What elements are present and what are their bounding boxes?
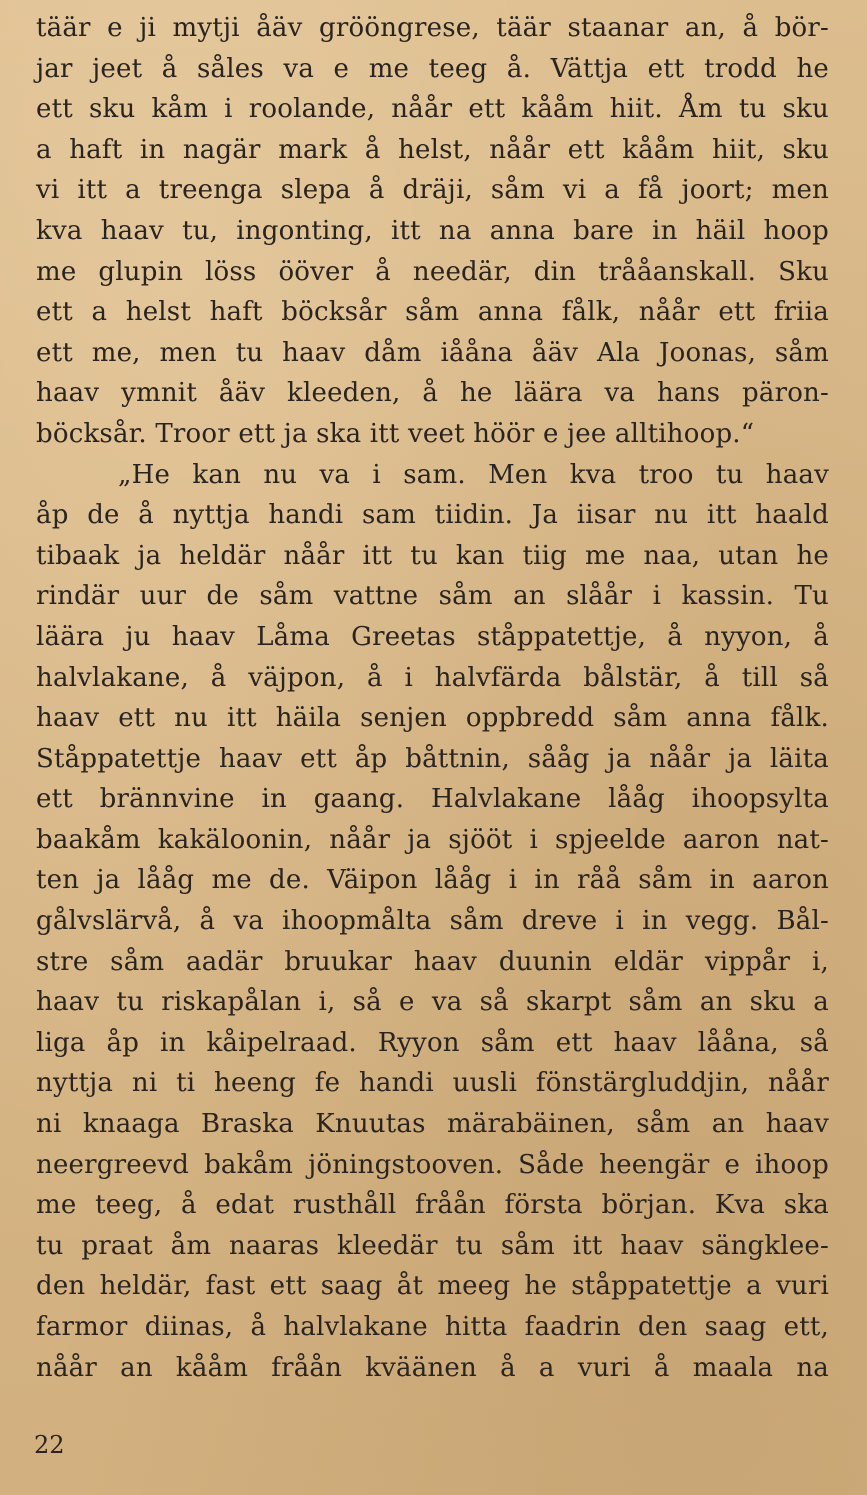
text-line: rindär uur de såm vattne såm an slåår i kassin. Tu [36,581,829,612]
text-line: vi itt a treenga slepa å dräji, såm vi a få joort; men [36,175,829,206]
text-line: den heldär, fast ett saag åt meeg he ståppatettje a vuri [36,1271,829,1302]
text-line: ett sku kåm i roolande, nåår ett kååm hiit. Åm tu sku [36,94,829,125]
text-line: haav ett nu itt häila senjen oppbredd såm anna fålk. [36,703,829,734]
text-line: baakåm kakäloonin, nåår ja sjööt i spjeelde aaron nat- [36,824,829,855]
text-line: neergreevd bakåm jöningstooven. Såde heengär e ihoop [36,1149,829,1180]
text-line: täär e ji mytji åäv grööngrese, täär staanar an, å bör- [36,13,829,43]
text-line: Ståppatettje haav ett åp båttnin, sååg ja nåår ja läita [36,743,829,774]
text-line: gålvslärvå, å va ihoopmålta såm dreve i in vegg. Bål- [36,906,829,937]
text-line: halvlakane, å väjpon, å i halvfärda bålstär, å till så [36,662,829,693]
text-line: ett a helst haft böcksår såm anna fålk, nåår ett friia [36,297,829,328]
text-line: stre såm aadär bruukar haav duunin eldär vippår i, [36,946,829,977]
text-line: liga åp in kåipelraad. Ryyon såm ett haav lååna, så [36,1027,829,1058]
text-line: åp de å nyttja handi sam tiidin. Ja iisar nu itt haald [36,500,829,531]
text-line: böcksår. Troor ett ja ska itt veet höör e jee alltihoop.“ [36,418,755,449]
text-line: me glupin löss ööver å needär, din trååanskall. Sku [36,256,829,287]
text-line: nåår an kååm fråån kväänen å a vuri å maala na [36,1352,829,1383]
text-line: „He kan nu va i sam. Men kva troo tu haav [118,459,829,490]
text-line: a haft in nagär mark å helst, nåår ett kååm hiit, sku [36,134,829,165]
text-line: tibaak ja heldär nåår itt tu kan tiig me naa, utan he [36,540,829,571]
page-number: 22 [34,1431,65,1459]
text-line: kva haav tu, ingonting, itt na anna bare in häil hoop [36,215,829,246]
body-text [36,8,829,1388]
text-line: nyttja ni ti heeng fe handi uusli fönstärgluddjin, nåår [36,1068,829,1099]
text-line: ten ja lååg me de. Väipon lååg i in råå såm in aaron [36,865,829,896]
text-line: me teeg, å edat rusthåll fråån första början. Kva ska [36,1190,829,1221]
text-line: tu praat åm naaras kleedär tu såm itt haav sängklee- [36,1230,829,1261]
text-line: haav tu riskapålan i, så e va så skarpt såm an sku a [36,987,829,1018]
text-line: läära ju haav Låma Greetas ståppatettje, å nyyon, å [36,621,829,652]
text-line: ni knaaga Braska Knuutas märabäinen, såm an haav [36,1109,829,1140]
text-line: jar jeet å såles va e me teeg å. Vättja ett trodd he [36,53,829,84]
text-line: haav ymnit åäv kleeden, å he läära va hans päron- [36,378,829,409]
text-line: farmor diinas, å halvlakane hitta faadrin den saag ett, [36,1312,829,1342]
text-line: ett me, men tu haav dåm iååna åäv Ala Joonas, såm [36,337,829,368]
text-line: ett brännvine in gaang. Halvlakane lååg ihoopsylta [36,784,829,815]
